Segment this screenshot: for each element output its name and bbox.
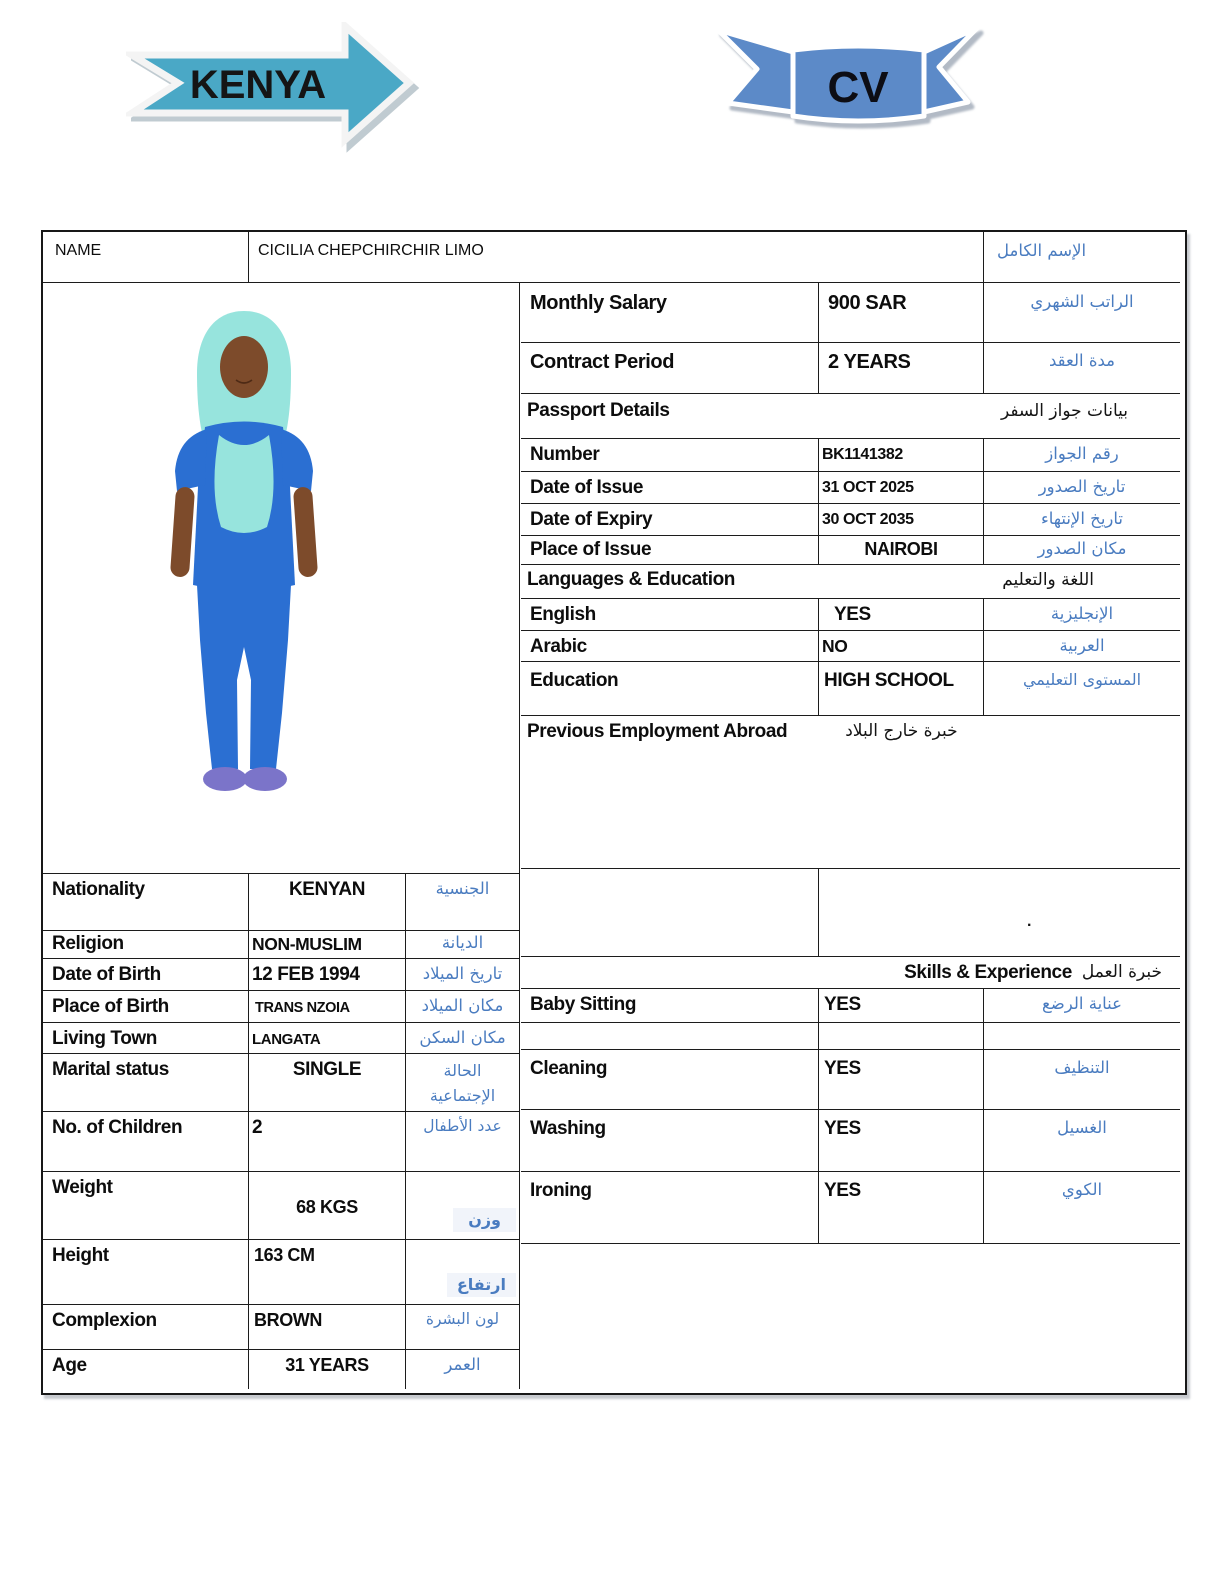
place-of-birth-label-arabic: مكان الميلاد <box>406 991 520 1023</box>
scrub-pants-shape <box>197 585 291 769</box>
height-label: Height <box>43 1240 249 1305</box>
place-of-issue-label-arabic: مكان الصدور <box>984 536 1180 565</box>
shoe-shape <box>203 767 247 791</box>
date-of-issue-label-arabic: تاريخ الصدور <box>984 472 1180 504</box>
stray-period-mark: . <box>1027 913 1032 930</box>
date-of-birth-value: 12 FEB 1994 <box>249 959 406 991</box>
english-label: English <box>521 599 819 631</box>
baby-sitting-value: YES <box>819 989 984 1023</box>
complexion-label-arabic: لون البشرة <box>406 1305 520 1350</box>
face-shape <box>220 336 268 398</box>
living-town-value: LANGATA <box>249 1023 406 1054</box>
previous-employment-title-arabic: خبرة خارج البلاد <box>845 721 958 741</box>
photo-cell <box>43 283 520 874</box>
living-town-label-arabic: مكان السكن <box>406 1023 520 1054</box>
date-of-birth-label: Date of Birth <box>43 959 249 991</box>
weight-value: 68 KGS <box>249 1172 406 1240</box>
height-label-arabic-cell <box>406 1240 520 1305</box>
marital-status-value: SINGLE <box>249 1054 406 1112</box>
kenya-banner-label: KENYA <box>189 63 327 107</box>
weight-label-arabic-cell <box>406 1172 520 1240</box>
education-value: HIGH SCHOOL <box>819 662 984 716</box>
skills-section-header <box>521 957 1180 989</box>
passport-number-label-arabic: رقم الجواز <box>984 439 1180 472</box>
place-of-issue-label: Place of Issue <box>521 536 819 565</box>
skills-section-title: Skills & Experience <box>904 962 1072 983</box>
skills-section-title-arabic: خبرة العمل <box>1081 962 1162 982</box>
cleaning-label-arabic: التنظيف <box>984 1050 1180 1110</box>
religion-label-arabic: الديانة <box>406 931 520 959</box>
religion-label: Religion <box>43 931 249 959</box>
english-label-arabic: الإنجليزية <box>984 599 1180 631</box>
previous-employment-title: Previous Employment Abroad <box>527 721 788 742</box>
name-label: NAME <box>43 232 249 283</box>
arabic-label-arabic: العربية <box>984 631 1180 662</box>
passport-number-value: BK1141382 <box>819 439 984 472</box>
empty-cell <box>984 1023 1180 1050</box>
date-of-expiry-label: Date of Expiry <box>521 504 819 536</box>
nationality-value: KENYAN <box>249 874 406 931</box>
passport-section-title-arabic: بيانات جواز السفر <box>1000 401 1128 421</box>
marital-status-label: Marital status <box>43 1054 249 1112</box>
place-of-birth-label: Place of Birth <box>43 991 249 1023</box>
age-label-arabic: العمر <box>406 1350 520 1389</box>
baby-sitting-label: Baby Sitting <box>521 989 819 1023</box>
living-town-label: Living Town <box>43 1023 249 1054</box>
contract-period-value: 2 YEARS <box>819 343 984 394</box>
height-value: 163 CM <box>249 1240 406 1305</box>
passport-section-header <box>521 394 1180 439</box>
ironing-label: Ironing <box>521 1172 819 1244</box>
baby-sitting-label-arabic: عناية الرضع <box>984 989 1180 1023</box>
empty-cell <box>521 1244 1180 1389</box>
date-of-birth-label-arabic: تاريخ الميلاد <box>406 959 520 991</box>
empty-cell <box>521 1023 819 1050</box>
previous-employment-section <box>521 716 1180 869</box>
contract-period-label-arabic: مدة العقد <box>984 343 1180 394</box>
ribbon-right-wing-icon <box>924 28 977 112</box>
date-of-expiry-value: 30 OCT 2035 <box>819 504 984 536</box>
children-label: No. of Children <box>43 1112 249 1172</box>
washing-label-arabic: الغسيل <box>984 1110 1180 1172</box>
height-label-arabic: ارتفاع <box>447 1273 516 1297</box>
complexion-label: Complexion <box>43 1305 249 1350</box>
religion-value: NON-MUSLIM <box>249 931 406 959</box>
cv-table <box>41 230 1187 1395</box>
languages-section-title-arabic: اللغة والتعليم <box>1002 570 1094 590</box>
empty-cell <box>521 869 819 957</box>
washing-value: YES <box>819 1110 984 1172</box>
empty-cell <box>819 869 1180 957</box>
place-of-issue-value: NAIROBI <box>819 536 984 565</box>
ironing-value: YES <box>819 1172 984 1244</box>
passport-section-title: Passport Details <box>527 400 670 421</box>
shoe-shape <box>243 767 287 791</box>
empty-cell <box>819 1023 984 1050</box>
education-label: Education <box>521 662 819 716</box>
hijab-drape-shape <box>214 435 273 533</box>
place-of-birth-value: TRANS NZOIA <box>249 991 406 1023</box>
children-label-arabic: عدد الأطفال <box>406 1112 520 1172</box>
date-of-expiry-label-arabic: تاريخ الإنتهاء <box>984 504 1180 536</box>
ribbon-left-wing-icon <box>718 30 793 112</box>
date-of-issue-label: Date of Issue <box>521 472 819 504</box>
cv-banner-label: CV <box>827 63 889 112</box>
cleaning-value: YES <box>819 1050 984 1110</box>
name-label-arabic: الإسم الكامل <box>984 232 1180 283</box>
arabic-value: NO <box>819 631 984 662</box>
nationality-label: Nationality <box>43 874 249 931</box>
full-name-value: CICILIA CHEPCHIRCHIR LIMO <box>249 232 984 283</box>
children-value: 2 <box>249 1112 406 1172</box>
marital-status-label-arabic: الحالة الإجتماعية <box>406 1054 520 1112</box>
monthly-salary-label: Monthly Salary <box>521 283 819 343</box>
education-label-arabic: المستوى التعليمي <box>984 662 1180 716</box>
nationality-label-arabic: الجنسية <box>406 874 520 931</box>
languages-section-header <box>521 565 1180 599</box>
passport-number-label: Number <box>521 439 819 472</box>
cleaning-label: Cleaning <box>521 1050 819 1110</box>
complexion-value: BROWN <box>249 1305 406 1350</box>
monthly-salary-label-arabic: الراتب الشهري <box>984 283 1180 343</box>
cv-ribbon-banner <box>706 24 986 134</box>
weight-label: Weight <box>43 1172 249 1240</box>
arabic-label: Arabic <box>521 631 819 662</box>
ironing-label-arabic: الكوي <box>984 1172 1180 1244</box>
washing-label: Washing <box>521 1110 819 1172</box>
kenya-arrow-banner <box>126 22 418 156</box>
date-of-issue-value: 31 OCT 2025 <box>819 472 984 504</box>
english-value: YES <box>819 599 984 631</box>
age-label: Age <box>43 1350 249 1389</box>
weight-label-arabic: وزن <box>453 1208 516 1232</box>
monthly-salary-value: 900 SAR <box>819 283 984 343</box>
age-value: 31 YEARS <box>249 1350 406 1389</box>
worker-photo <box>139 305 349 810</box>
contract-period-label: Contract Period <box>521 343 819 394</box>
languages-section-title: Languages & Education <box>527 569 736 590</box>
